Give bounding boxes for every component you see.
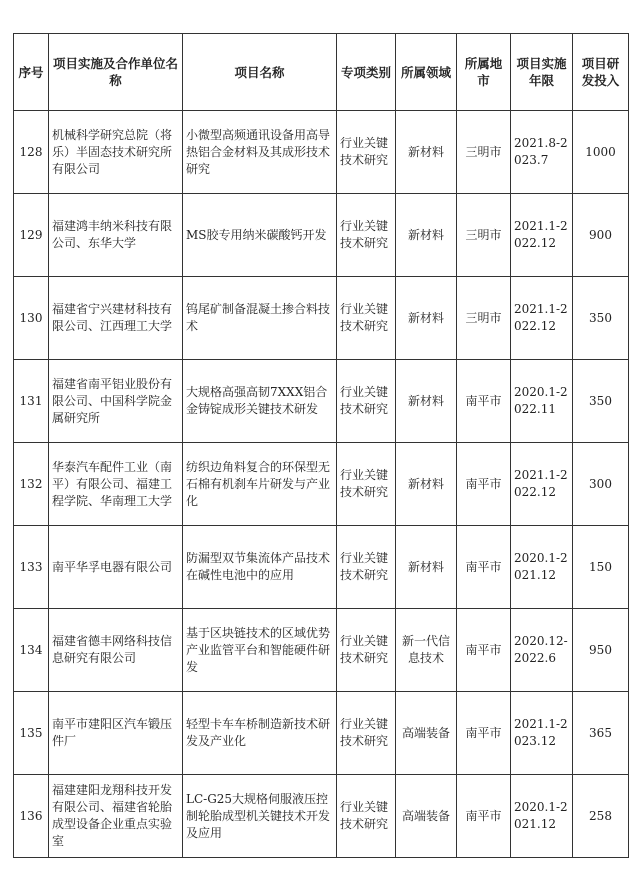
cell-project-name: 防漏型双节集流体产品技术在碱性电池中的应用 bbox=[183, 526, 337, 609]
cell-unit: 机械科学研究总院（将乐）半固态技术研究所有限公司 bbox=[49, 111, 183, 194]
cell-field: 新材料 bbox=[396, 526, 457, 609]
cell-city: 南平市 bbox=[457, 443, 511, 526]
cell-city: 三明市 bbox=[457, 277, 511, 360]
cell-city: 三明市 bbox=[457, 111, 511, 194]
cell-field: 新材料 bbox=[396, 111, 457, 194]
cell-unit: 南平华孚电器有限公司 bbox=[49, 526, 183, 609]
cell-project-name: 大规格高强高韧7XXX铝合金铸锭成形关键技术研发 bbox=[183, 360, 337, 443]
cell-investment: 150 bbox=[573, 526, 629, 609]
cell-city: 南平市 bbox=[457, 775, 511, 858]
cell-project-name: 钨尾矿制备混凝土掺合料技术 bbox=[183, 277, 337, 360]
cell-unit: 福建省宁兴建材科技有限公司、江西理工大学 bbox=[49, 277, 183, 360]
cell-no: 135 bbox=[14, 692, 49, 775]
cell-category: 行业关键技术研究 bbox=[337, 775, 396, 858]
cell-period: 2021.1-2022.12 bbox=[511, 277, 573, 360]
project-table bbox=[13, 33, 629, 858]
cell-category: 行业关键技术研究 bbox=[337, 111, 396, 194]
header-field: 所属领域 bbox=[396, 34, 457, 111]
cell-field: 高端装备 bbox=[396, 692, 457, 775]
cell-field: 高端装备 bbox=[396, 775, 457, 858]
cell-project-name: LC-G25大规格伺服液压控制轮胎成型机关键技术开发及应用 bbox=[183, 775, 337, 858]
cell-no: 134 bbox=[14, 609, 49, 692]
cell-no: 133 bbox=[14, 526, 49, 609]
cell-field: 新材料 bbox=[396, 360, 457, 443]
table-row bbox=[14, 360, 629, 443]
cell-project-name: 纺织边角料复合的环保型无石棉有机刹车片研发与产业化 bbox=[183, 443, 337, 526]
header-city: 所属地市 bbox=[457, 34, 511, 111]
table-row bbox=[14, 775, 629, 858]
cell-no: 136 bbox=[14, 775, 49, 858]
cell-unit: 福建鸿丰纳米科技有限公司、东华大学 bbox=[49, 194, 183, 277]
cell-investment: 900 bbox=[573, 194, 629, 277]
cell-field: 新材料 bbox=[396, 277, 457, 360]
cell-unit: 福建省德丰网络科技信息研究有限公司 bbox=[49, 609, 183, 692]
cell-investment: 350 bbox=[573, 277, 629, 360]
cell-period: 2021.1-2023.12 bbox=[511, 692, 573, 775]
cell-field: 新材料 bbox=[396, 194, 457, 277]
cell-no: 131 bbox=[14, 360, 49, 443]
cell-period: 2021.1-2022.12 bbox=[511, 194, 573, 277]
cell-period: 2020.1-2021.12 bbox=[511, 526, 573, 609]
header-no: 序号 bbox=[14, 34, 49, 111]
table-row bbox=[14, 526, 629, 609]
table-header-row bbox=[14, 34, 629, 111]
cell-unit: 福建省南平铝业股份有限公司、中国科学院金属研究所 bbox=[49, 360, 183, 443]
cell-investment: 1000 bbox=[573, 111, 629, 194]
cell-city: 南平市 bbox=[457, 692, 511, 775]
cell-period: 2020.1-2022.11 bbox=[511, 360, 573, 443]
cell-city: 三明市 bbox=[457, 194, 511, 277]
cell-investment: 350 bbox=[573, 360, 629, 443]
header-unit: 项目实施及合作单位名称 bbox=[49, 34, 183, 111]
cell-category: 行业关键技术研究 bbox=[337, 194, 396, 277]
table-row bbox=[14, 111, 629, 194]
cell-category: 行业关键技术研究 bbox=[337, 360, 396, 443]
cell-period: 2021.8-2023.7 bbox=[511, 111, 573, 194]
cell-investment: 258 bbox=[573, 775, 629, 858]
cell-no: 128 bbox=[14, 111, 49, 194]
table-row bbox=[14, 609, 629, 692]
cell-investment: 300 bbox=[573, 443, 629, 526]
header-project-name: 项目名称 bbox=[183, 34, 337, 111]
cell-no: 129 bbox=[14, 194, 49, 277]
table-row bbox=[14, 194, 629, 277]
table-row bbox=[14, 443, 629, 526]
cell-project-name: MS胶专用纳米碳酸钙开发 bbox=[183, 194, 337, 277]
cell-period: 2020.12-2022.6 bbox=[511, 609, 573, 692]
header-period: 项目实施年限 bbox=[511, 34, 573, 111]
cell-city: 南平市 bbox=[457, 526, 511, 609]
cell-project-name: 轻型卡车车桥制造新技术研发及产业化 bbox=[183, 692, 337, 775]
cell-investment: 950 bbox=[573, 609, 629, 692]
cell-city: 南平市 bbox=[457, 360, 511, 443]
cell-period: 2020.1-2021.12 bbox=[511, 775, 573, 858]
cell-city: 南平市 bbox=[457, 609, 511, 692]
cell-category: 行业关键技术研究 bbox=[337, 277, 396, 360]
cell-field: 新材料 bbox=[396, 443, 457, 526]
cell-no: 132 bbox=[14, 443, 49, 526]
header-investment: 项目研发投入 bbox=[573, 34, 629, 111]
cell-category: 行业关键技术研究 bbox=[337, 443, 396, 526]
cell-category: 行业关键技术研究 bbox=[337, 526, 396, 609]
cell-unit: 南平市建阳区汽车锻压件厂 bbox=[49, 692, 183, 775]
table-row bbox=[14, 692, 629, 775]
cell-period: 2021.1-2022.12 bbox=[511, 443, 573, 526]
cell-category: 行业关键技术研究 bbox=[337, 692, 396, 775]
cell-category: 行业关键技术研究 bbox=[337, 609, 396, 692]
cell-unit: 福建建阳龙翔科技开发有限公司、福建省轮胎成型设备企业重点实验室 bbox=[49, 775, 183, 858]
cell-no: 130 bbox=[14, 277, 49, 360]
cell-project-name: 小微型高频通讯设备用高导热铝合金材料及其成形技术研究 bbox=[183, 111, 337, 194]
cell-field: 新一代信息技术 bbox=[396, 609, 457, 692]
header-category: 专项类别 bbox=[337, 34, 396, 111]
cell-investment: 365 bbox=[573, 692, 629, 775]
cell-unit: 华泰汽车配件工业（南平）有限公司、福建工程学院、华南理工大学 bbox=[49, 443, 183, 526]
table-row bbox=[14, 277, 629, 360]
cell-project-name: 基于区块链技术的区域优势产业监管平台和智能硬件研发 bbox=[183, 609, 337, 692]
